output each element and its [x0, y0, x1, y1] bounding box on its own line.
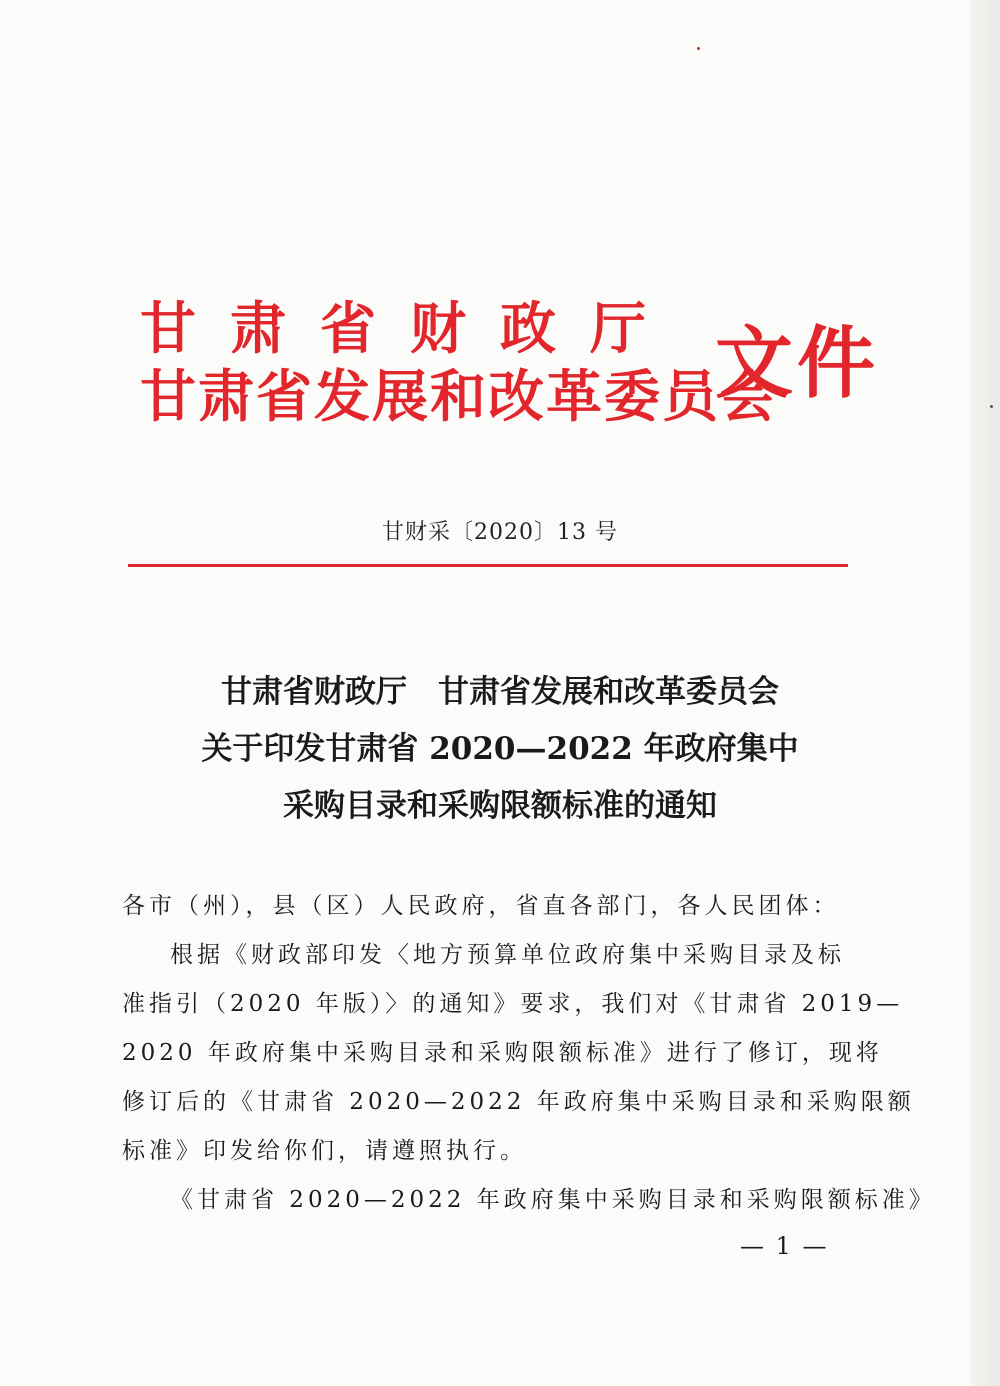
document-type-label: 文件	[715, 319, 880, 409]
body-line: 根据《财政部印发〈地方预算单位政府集中采购目录及标	[170, 942, 845, 968]
title-line-2: 关于印发甘肃省 2020—2022 年政府集中	[201, 731, 799, 767]
red-separator-line	[128, 564, 848, 567]
page-number: — 1 —	[740, 1232, 829, 1260]
attachment-title: 《甘肃省 2020—2022 年政府集中采购目录和采购限额标准》	[170, 1187, 936, 1213]
ink-speck	[697, 47, 700, 50]
body-line: 准指引（2020 年版）〉的通知》要求，我们对《甘肃省 2019—	[122, 991, 904, 1017]
ink-speck	[990, 405, 993, 408]
title-line-1: 甘肃省财政厅 甘肃省发展和改革委员会	[221, 674, 779, 710]
bleed-through-marks	[150, 160, 850, 240]
issuer-finance-department: 甘肃省财政厅	[140, 297, 680, 362]
body-line: 标准》印发给你们，请遵照执行。	[122, 1138, 527, 1164]
red-letterhead	[140, 288, 880, 438]
notice-body	[122, 882, 936, 1225]
salutation: 各市（州），县（区）人民政府，省直各部门，各人民团体：	[122, 893, 840, 919]
document-number: 甘财采〔2020〕13 号	[382, 520, 618, 545]
issuer-development-commission: 甘肃省发展和改革委员会	[140, 365, 778, 430]
notice-title	[0, 664, 1000, 835]
title-line-3: 采购目录和采购限额标准的通知	[283, 788, 717, 824]
body-line: 2020 年政府集中采购目录和采购限额标准》进行了修订，现将	[122, 1040, 883, 1066]
body-line: 修订后的《甘肃省 2020—2022 年政府集中采购目录和采购限额	[122, 1089, 915, 1115]
